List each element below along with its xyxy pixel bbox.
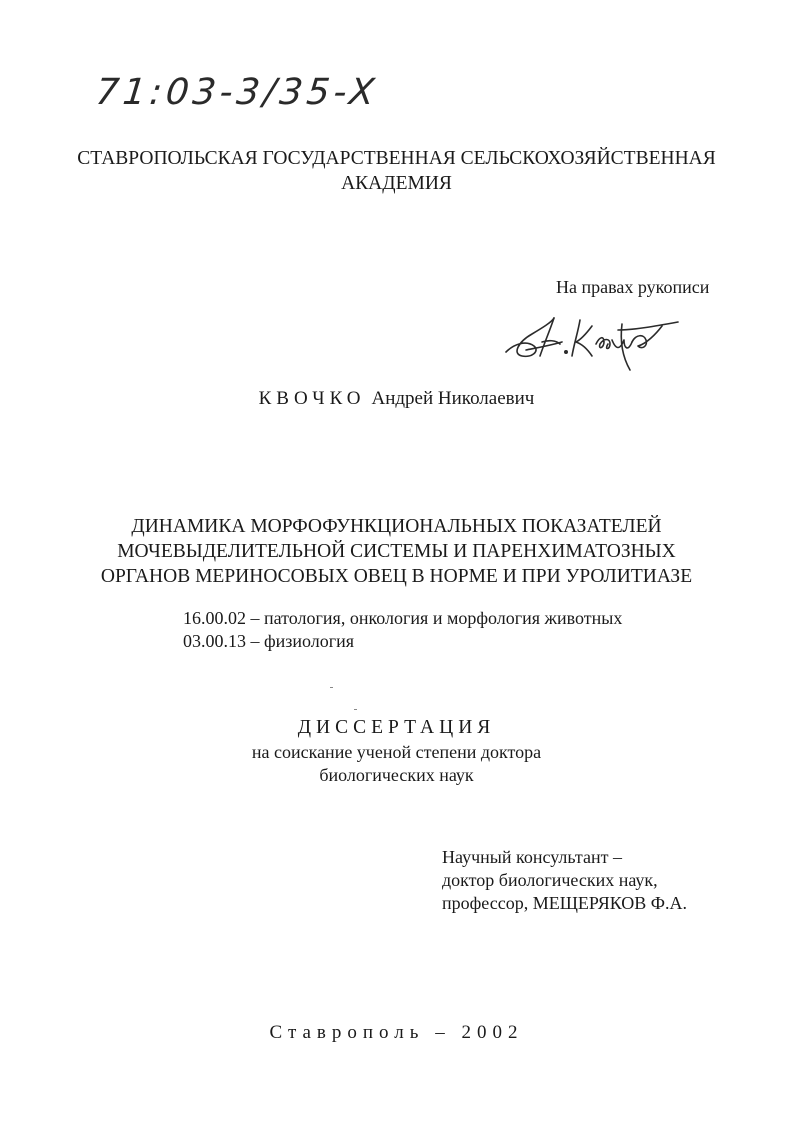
consultant-line-3: профессор, МЕЩЕРЯКОВ Ф.А. [442, 893, 688, 913]
specialty-1: 16.00.02 – патология, онкология и морфология животных [183, 608, 623, 628]
institution-name [0, 146, 793, 196]
scan-speck [330, 687, 333, 688]
scientific-consultant [442, 846, 687, 915]
rights-note: На правах рукописи [556, 277, 710, 297]
degree-line-1: на соискание ученой степени доктора [251, 742, 542, 762]
author-name [0, 388, 793, 410]
institution-line-1: СТАВРОПОЛЬСКАЯ ГОСУДАРСТВЕННАЯ СЕЛЬСКОХОЗЯЙСТВЕННАЯ [77, 148, 716, 169]
author-signature [496, 300, 686, 375]
dissertation-heading: ДИССЕРТАЦИЯ [297, 717, 496, 738]
title-line-1: ДИНАМИКА МОРФОФУНКЦИОНАЛЬНЫХ ПОКАЗАТЕЛЕЙ [131, 516, 662, 537]
institution-line-2: АКАДЕМИЯ [341, 173, 452, 194]
degree-line-2: биологических наук [319, 765, 474, 785]
year: 2002 [461, 1022, 524, 1043]
dissertation-block [0, 715, 793, 787]
dash: – [435, 1022, 451, 1043]
place-and-year [0, 1022, 793, 1044]
dissertation-title [0, 514, 793, 589]
consultant-line-1: Научный консультант – [442, 847, 622, 867]
specialty-codes [183, 607, 622, 653]
scan-speck [354, 709, 357, 710]
title-line-3: ОРГАНОВ МЕРИНОСОВЫХ ОВЕЦ В НОРМЕ И ПРИ УРОЛИТИАЗЕ [100, 566, 693, 587]
consultant-line-2: доктор биологических наук, [442, 870, 658, 890]
specialty-2: 03.00.13 – физиология [183, 631, 355, 651]
title-line-2: МОЧЕВЫДЕЛИТЕЛЬНОЙ СИСТЕМЫ И ПАРЕНХИМАТОЗНЫХ [117, 541, 676, 562]
city: Ставрополь [269, 1022, 425, 1043]
catalog-number: 71:03-3/35-X [93, 72, 381, 113]
author-given-names: Андрей Николаевич [371, 388, 535, 409]
author-surname: КВОЧКО [258, 388, 366, 409]
